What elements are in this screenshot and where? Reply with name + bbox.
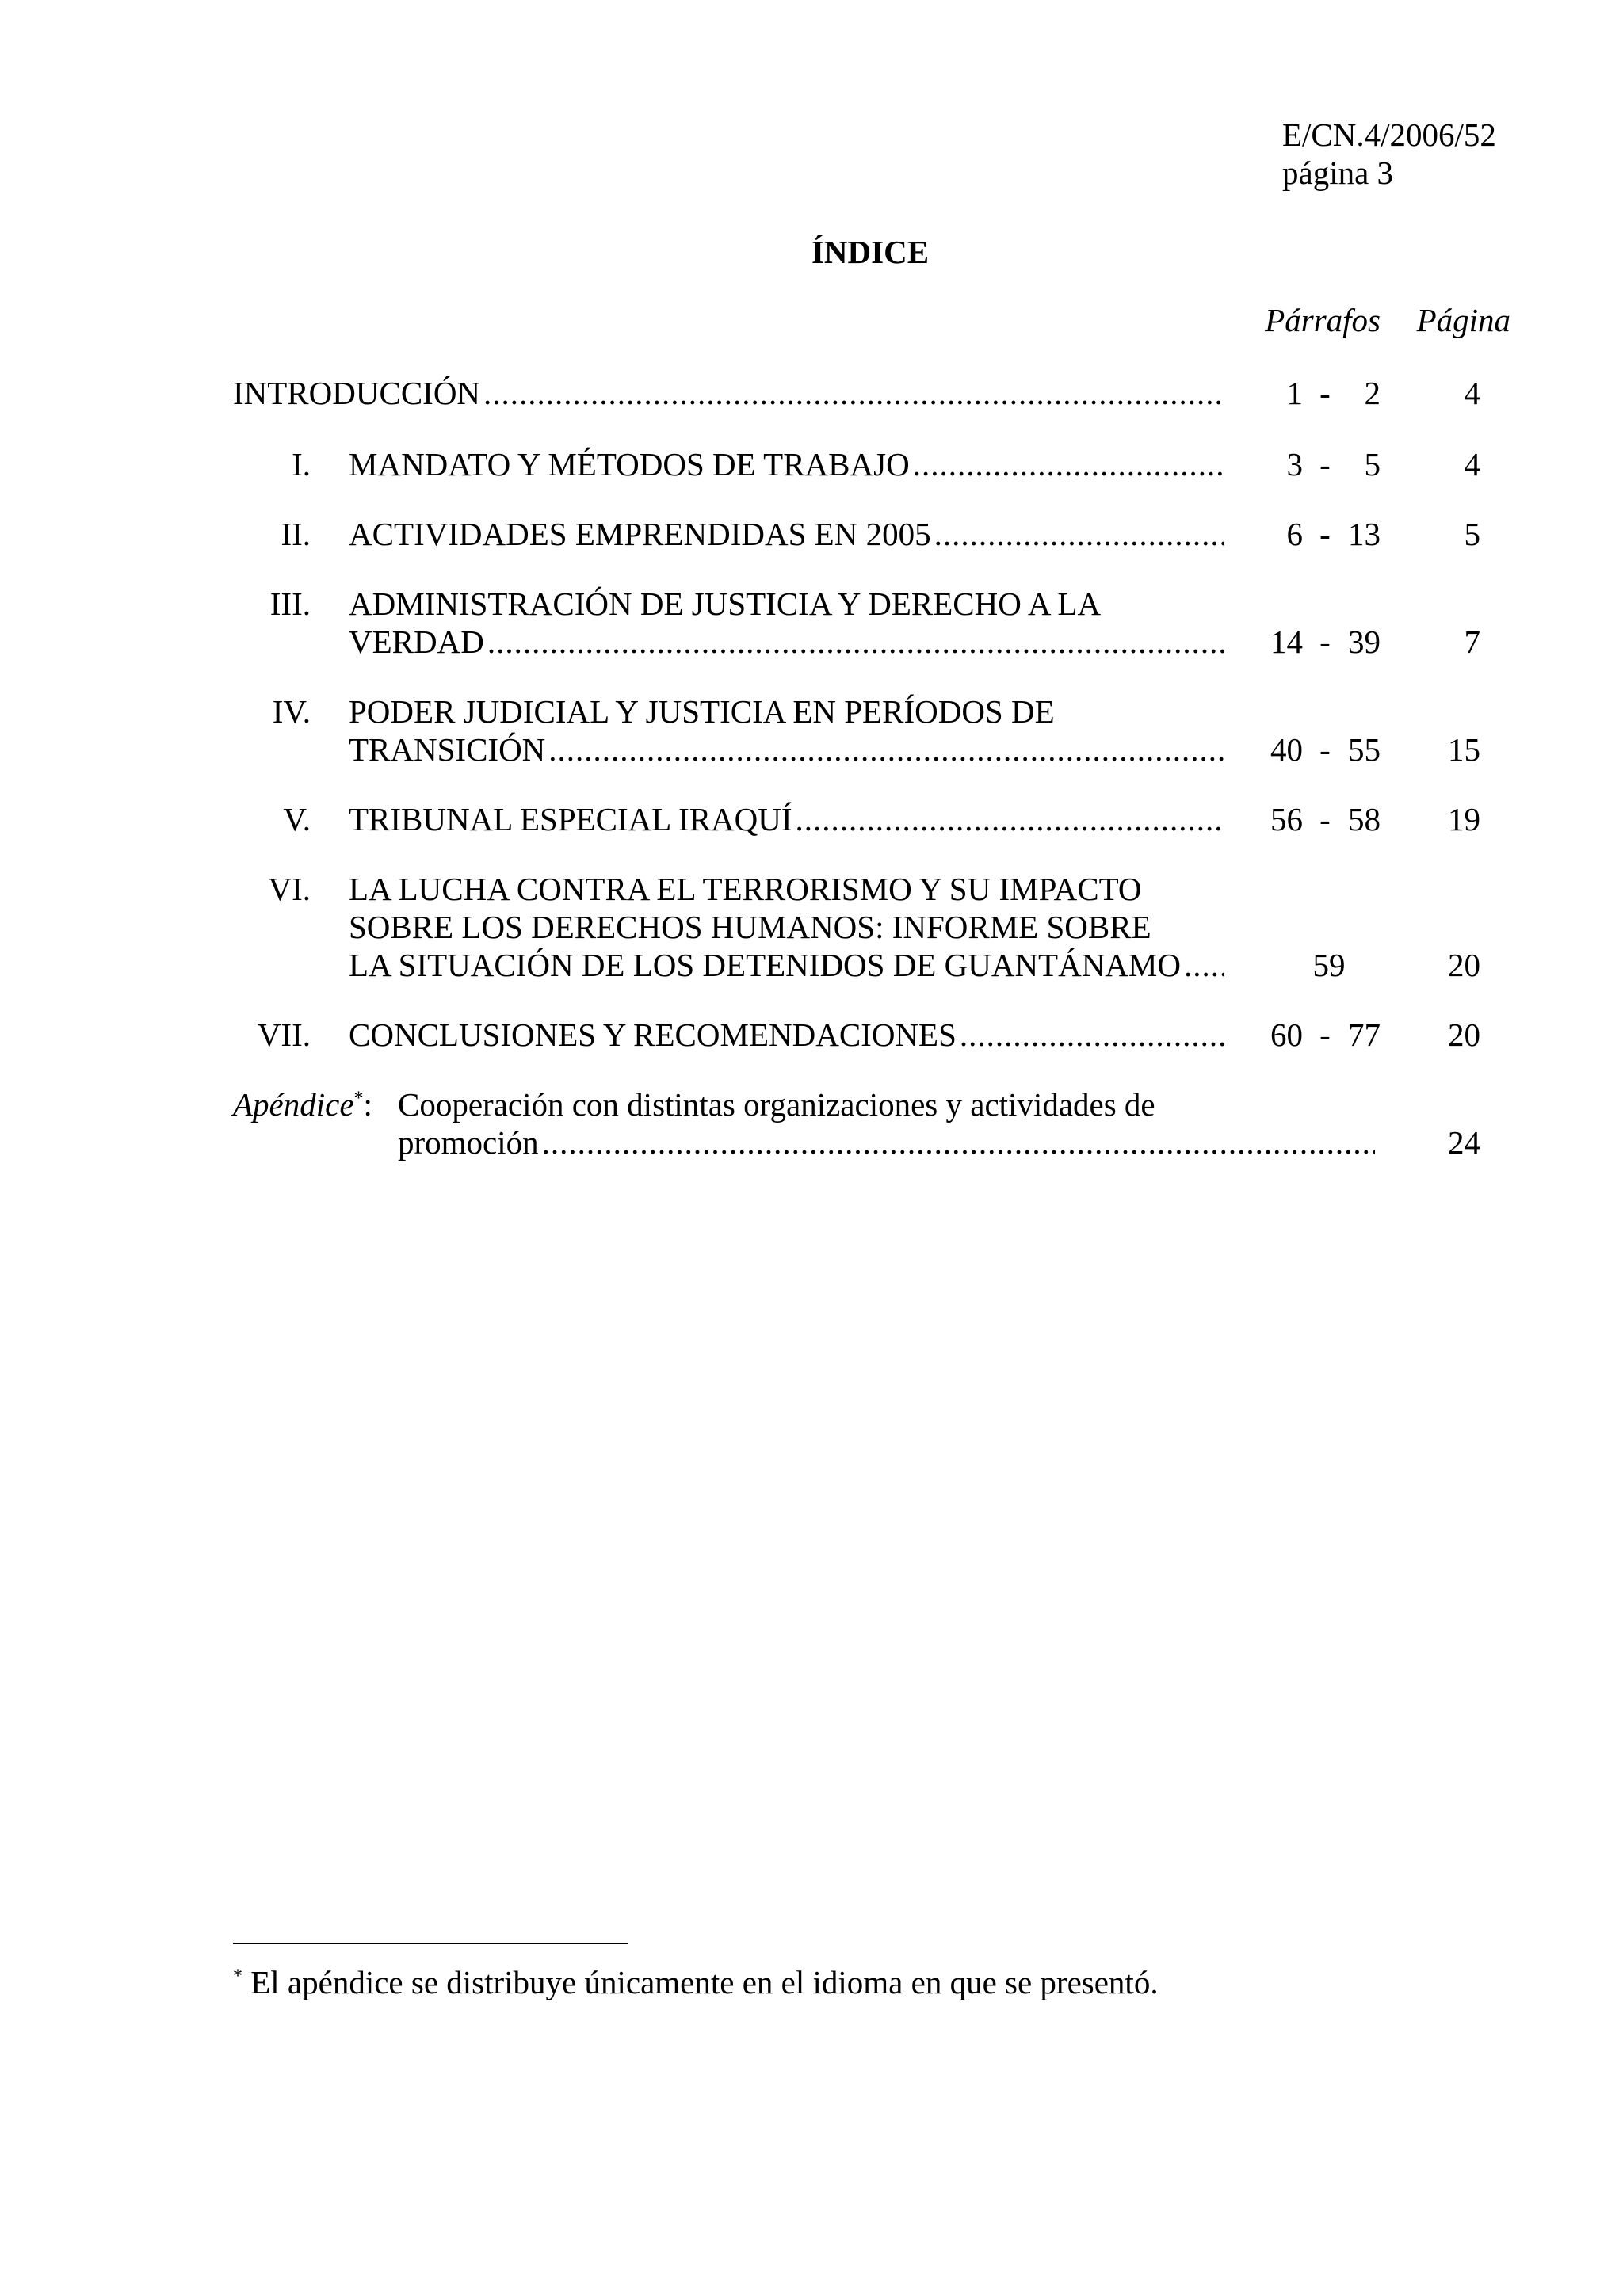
toc-entry-line: MANDATO Y MÉTODOS DE TRABAJO <box>349 446 910 482</box>
toc-entry-line: INTRODUCCIÓN <box>233 375 481 411</box>
appendix-label-text: Apéndice <box>233 1086 354 1123</box>
section-number: II. <box>281 516 311 552</box>
footnote-separator <box>233 1943 628 1944</box>
toc-entry-title <box>349 870 1224 984</box>
paragraph-to: 39 <box>1348 624 1381 660</box>
section-number: I. <box>292 446 311 482</box>
toc-entry-line: TRANSICIÓN <box>349 731 546 768</box>
toc-entry-title <box>233 374 1224 412</box>
toc-entry-title <box>349 445 1224 483</box>
paragraph-dash: - <box>1319 731 1331 768</box>
page-number: 4 <box>1464 446 1480 482</box>
footnote-text: El apéndice se distribuye únicamente en el idioma en que se presentó. <box>242 1964 1159 2000</box>
page-number: 24 <box>1448 1124 1480 1161</box>
dot-leader <box>548 730 1224 769</box>
toc-entry-line: LA LUCHA CONTRA EL TERRORISMO Y SU IMPACTO <box>349 871 1142 907</box>
toc-entry-title <box>349 800 1224 838</box>
dot-leader <box>487 623 1224 661</box>
toc-entry-line: TRIBUNAL ESPECIAL IRAQUÍ <box>349 801 792 837</box>
page-number: 20 <box>1448 947 1480 983</box>
toc-entry-title <box>349 1016 1224 1054</box>
toc-entry-line: VERDAD <box>349 624 484 660</box>
toc-entry-title <box>349 515 1224 553</box>
page-number: 15 <box>1448 731 1480 768</box>
paragraph-dash: - <box>1319 375 1331 411</box>
section-number: IV. <box>272 693 311 730</box>
paragraph-from: 3 <box>1286 446 1303 482</box>
paragraph-to: 13 <box>1348 516 1381 552</box>
paragraph-from: 40 <box>1270 731 1303 768</box>
paragraph-to: 5 <box>1364 446 1381 482</box>
footnote <box>233 1963 1159 2001</box>
paragraph-dash: - <box>1319 516 1331 552</box>
paragraph-dash: - <box>1319 446 1331 482</box>
paragraph-to: 2 <box>1364 375 1381 411</box>
dot-leader <box>960 1016 1224 1054</box>
toc-entry-line: CONCLUSIONES Y RECOMENDACIONES <box>349 1016 957 1053</box>
paragraph-from: 6 <box>1286 516 1303 552</box>
page-column-header: Página <box>1416 302 1510 338</box>
dot-leader <box>1184 946 1224 984</box>
paragraph-from: 14 <box>1270 624 1303 660</box>
footnote-marker: * <box>233 1966 242 1987</box>
page-number: 19 <box>1448 801 1480 837</box>
paragraphs-column-header: Párrafos <box>1265 302 1381 338</box>
paragraph-from: 60 <box>1270 1016 1303 1053</box>
appendix-label <box>233 1085 372 1123</box>
toc-entry-title <box>349 692 1224 769</box>
section-number: VI. <box>268 871 311 907</box>
appendix-colon: : <box>363 1086 372 1123</box>
paragraph-from: 1 <box>1286 375 1303 411</box>
document-header <box>1282 116 1496 192</box>
toc-entry-line: LA SITUACIÓN DE LOS DETENIDOS DE GUANTÁNAMO <box>349 947 1181 983</box>
dot-leader <box>542 1123 1375 1161</box>
paragraph-dash: - <box>1319 1016 1331 1053</box>
dot-leader <box>483 374 1224 412</box>
appendix-line: Cooperación con distintas organizaciones y actividades de <box>398 1086 1155 1123</box>
toc-entry-title <box>349 585 1224 661</box>
paragraph-to: 55 <box>1348 731 1381 768</box>
document-symbol: E/CN.4/2006/52 <box>1282 116 1496 153</box>
section-number: VII. <box>257 1016 311 1053</box>
page-number: 4 <box>1464 375 1480 411</box>
dot-leader <box>934 515 1224 553</box>
appendix-footnote-marker: * <box>353 1088 364 1109</box>
appendix-title <box>398 1085 1375 1161</box>
index-title: ÍNDICE <box>811 234 930 270</box>
paragraph-to: 77 <box>1348 1016 1381 1053</box>
page-label: página 3 <box>1282 154 1394 191</box>
paragraph-to: 58 <box>1348 801 1381 837</box>
section-number: III. <box>269 585 311 622</box>
dot-leader <box>796 800 1224 838</box>
appendix-line: promoción <box>398 1124 539 1161</box>
toc-entry-line: ACTIVIDADES EMPRENDIDAS EN 2005 <box>349 516 931 552</box>
paragraph-dash: - <box>1319 801 1331 837</box>
toc-entry-line: PODER JUDICIAL Y JUSTICIA EN PERÍODOS DE <box>349 693 1055 730</box>
paragraph-number: 59 <box>1312 947 1346 983</box>
dot-leader <box>913 445 1224 483</box>
toc-entry-line: SOBRE LOS DERECHOS HUMANOS: INFORME SOBRE <box>349 909 1151 945</box>
paragraph-from: 56 <box>1270 801 1303 837</box>
paragraph-dash: - <box>1319 624 1331 660</box>
section-number: V. <box>283 801 311 837</box>
page-number: 7 <box>1464 624 1480 660</box>
page-number: 20 <box>1448 1016 1480 1053</box>
toc-entry-line: ADMINISTRACIÓN DE JUSTICIA Y DERECHO A LA <box>349 585 1102 622</box>
page-number: 5 <box>1464 516 1480 552</box>
